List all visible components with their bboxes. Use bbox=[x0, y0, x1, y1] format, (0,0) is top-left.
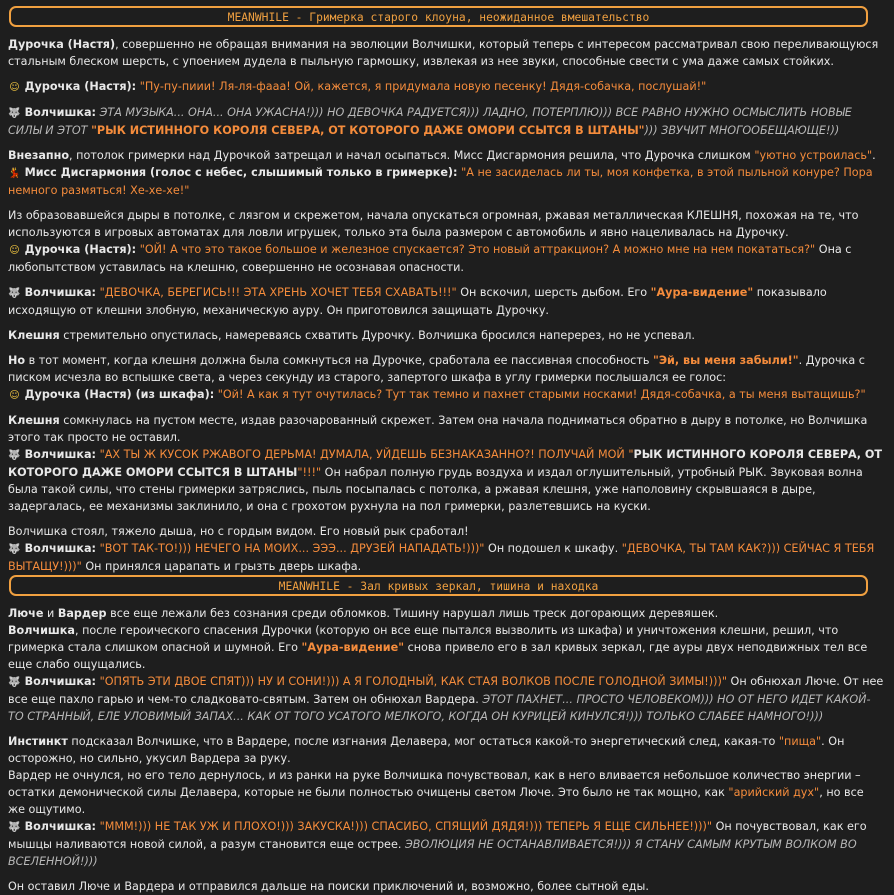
speaker-name: Волчишка: bbox=[24, 542, 96, 555]
narration-text: Он вскочил, шерсть дыбом. Его bbox=[456, 286, 651, 299]
character-name: Дурочка (Настя) bbox=[8, 38, 116, 51]
wolf-icon: 🐺 bbox=[8, 677, 21, 688]
speaker-name: Волчишка: bbox=[24, 106, 96, 119]
narration-paragraph bbox=[8, 523, 884, 575]
narration-text: все еще лежали без сознания среди обломков. Тишину нарушал лишь треск догорающих деревяшек. bbox=[106, 607, 719, 620]
scene-banner-dressing-room: MEANWHILE - Гримерка старого клоуна, неожиданное вмешательство bbox=[9, 6, 868, 27]
dialogue-line bbox=[8, 540, 884, 575]
narration-paragraph bbox=[8, 207, 884, 276]
narration-text: в тот момент, когда клешня должна была сомкнуться на Дурочке, сработала ее пассивная способность bbox=[25, 354, 653, 367]
narration-paragraph bbox=[8, 878, 884, 895]
narration-lead: Инстинкт bbox=[8, 735, 68, 748]
dialogue-line bbox=[8, 284, 884, 319]
character-name: Вардер bbox=[57, 607, 107, 620]
speaker-name: Мисс Дисгармония (голос с небес, слышимый только в гримерке): bbox=[24, 166, 458, 179]
inner-thought: ЭТОТ ПАХНЕТ... ПРОСТО ЧЕЛОВЕКОМ))) НО ОТ НЕГО ИДЕТ КАКОЙ-ТО СТРАННЫЙ, ЕЛЕ УЛОВИМЫЙ ЗАПАХ... КАК ОТ ТОГО УСАТОГО МЕЛКОГО, КОГДА ОН КУРИЦЕЙ КИНУЛСЯ!))) ТОЛЬКО СЛАБЕЕ НАМНОГО!))) bbox=[8, 693, 871, 723]
dialogue-quote: "ОПЯТЬ ЭТИ ДВОЕ СПЯТ))) НУ И СОНИ!))) А Я ГОЛОДНЫЙ, КАК СТАЯ ВОЛКОВ ПОСЛЕ ГОЛОДНОЙ ЗИМЫ!)))" bbox=[99, 675, 727, 688]
narration-text: подсказал Волчишке, что в Вардере, после изгнания Делавера, мог остаться какой-то энергетический след, какая-то bbox=[67, 735, 779, 748]
wolf-icon: 🐺 bbox=[8, 108, 21, 119]
smiley-face-icon: ☺ bbox=[9, 82, 20, 93]
narration-text: . bbox=[872, 149, 876, 162]
dialogue-quote: "ВОТ ТАК-ТО!))) НЕЧЕГО НА МОИХ... ЭЭЭ... ДРУЗЕЙ НАПАДАТЬ!)))" bbox=[99, 542, 485, 555]
dialogue-quote: "ДЕВОЧКА, ТЫ ТАМ КАК?))) СЕЙЧАС Я ТЕБЯ ВЫТАЩУ!)))" bbox=[8, 542, 875, 573]
narration-line bbox=[8, 622, 884, 673]
narration-paragraph bbox=[8, 733, 884, 870]
narration-text: показывало исходящую от клешни злобную, механическую ауру. Он приготовился защищать Дурочку. bbox=[8, 286, 827, 317]
wolf-icon: 🐺 bbox=[8, 822, 21, 833]
speaker-name: Дурочка (Настя): bbox=[24, 80, 137, 93]
wolf-icon: 🐺 bbox=[8, 544, 21, 555]
inner-thought: ))) ЗВУЧИТ МНОГООБЕЩАЮЩЕ!)) bbox=[644, 124, 840, 137]
narration-text: стремительно опустилась, намереваясь схватить Дурочку. Волчишка бросился наперерез, но не успевал. bbox=[59, 329, 695, 342]
dialogue-line bbox=[8, 78, 884, 96]
wolf-icon: 🐺 bbox=[8, 288, 21, 299]
inner-thought: ЭВОЛЮЦИЯ НЕ ОСТАНАВЛИВАЕТСЯ!))) Я СТАНУ САМЫМ КРУТЫМ ВОЛКОМ ВО ВСЕЛЕННОЙ!))) bbox=[8, 838, 857, 868]
dialogue-quote: "Пу-пу-пиии! Ля-ля-фааа! Ой, кажется, я придумала новую песенку! Дядя-собачка, послушай!" bbox=[139, 80, 707, 93]
dialogue-quote: "уютно устроилась" bbox=[754, 149, 873, 162]
narration-text: сомкнулась на пустом месте, издав разочарованный скрежет. Затем она начала подниматься обратно в дыру в потолке, но Волчишка этого так просто не оставил. bbox=[8, 414, 868, 444]
narration-lead: Но bbox=[8, 354, 26, 367]
speaker-name: Дурочка (Настя) (из шкафа): bbox=[24, 388, 215, 401]
narration-text: , потолок гримерки над Дурочкой затрещал и начал осыпаться. Мисс Дисгармония решила, что Дурочка слишком bbox=[69, 149, 755, 162]
speaker-name: Волчишка: bbox=[24, 448, 96, 461]
dialogue-quote: "!!!" bbox=[297, 466, 322, 479]
dialogue-quote: "А не засиделась ли ты, моя конфетка, в этой пыльной конуре? Пора немного размяться! Хе-хе-хе!" bbox=[8, 166, 873, 197]
narration-text: Он оставил Люче и Вардера и отправился дальше на поиски приключений и, возможно, более сытной еды. bbox=[8, 880, 649, 893]
narration-lead: Клешня bbox=[8, 329, 60, 342]
dancer-icon: 💃 bbox=[8, 168, 21, 179]
narration-text: и bbox=[43, 607, 58, 620]
narration-text: , после героического спасения Дурочки (которую он все еще пытался вызволить из шкафа) и уничтожения клешни, решил, что гримерка стала слишком опасной и шумной. Его bbox=[8, 624, 839, 654]
ability-name: "Аура-видение" bbox=[650, 286, 754, 299]
narration-text: Он почувствовал, как его мышцы наливаются новой силой, а разум становится еще острее. bbox=[8, 820, 867, 851]
narration-text: , совершенно не обращая внимания на эволюции Волчишки, который теперь с интересом рассматривал свою переливающуюся стальным блеском шерсть, с упоением дудела в пыльную гармошку, извлекая из нее звуки, способные свести с ума даже самых стойких. bbox=[8, 38, 879, 68]
narration-text: Она с любопытством уставилась на клешню, совершенно не осознавая опасности. bbox=[8, 243, 852, 274]
dialogue-quote: "АХ ТЫ Ж КУСОК РЖАВОГО ДЕРЬМА! ДУМАЛА, УЙДЕШЬ БЕЗНАКАЗАННО?! ПОЛУЧАЙ МОЙ " bbox=[99, 448, 634, 461]
character-name: Волчишка bbox=[8, 624, 75, 637]
dialogue-quote: "Ой! А как я тут очутилась? Тут так темно и пахнет старыми носками! Дядя-собачка, а ты меня вытащишь?" bbox=[217, 388, 866, 401]
speaker-name: Волчишка: bbox=[24, 286, 96, 299]
scene-banner-mirror-hall: MEANWHILE - Зал кривых зеркал, тишина и находка bbox=[9, 575, 868, 596]
character-name: Люче bbox=[8, 607, 44, 620]
dialogue-line bbox=[8, 241, 884, 276]
dialogue-quote: "арийский дух" bbox=[728, 786, 820, 799]
inner-thought: ЭТА МУЗЫКА... ОНА... ОНА УЖАСНА!))) НО ДЕВОЧКА РАДУЕТСЯ))) ЛАДНО, ПОТЕРПЛЮ))) ВСЕ РАВНО НУЖНО ОСМЫСЛИТЬ НОВЫЕ СИЛЫ И ЭТОТ bbox=[8, 106, 852, 137]
dialogue-line bbox=[8, 164, 884, 199]
dialogue-line bbox=[8, 386, 884, 404]
narration-paragraph bbox=[8, 147, 884, 199]
dialogue-line bbox=[8, 446, 884, 515]
narration-text: Он обнюхал Люче. От нее все еще пахло гарью и чем-то сладковато-святым. Затем он обнюхал Вардера. bbox=[8, 675, 884, 706]
narration-paragraph bbox=[8, 36, 884, 70]
ability-name: "Эй, вы меня забыли!" bbox=[653, 354, 799, 367]
dialogue-quote: "пища" bbox=[778, 735, 822, 748]
dialogue-line bbox=[8, 104, 884, 139]
narration-text: Он принялся царапать и грызть дверь шкафа. bbox=[81, 560, 362, 573]
narration-text: Из образовавшейся дыры в потолке, с лязгом и скрежетом, начала опускаться огромная, ржавая металлическая КЛЕШНЯ, похожая на те, что используются в игровых автоматах для ловли игрушек, только эта была размером с автомобиль и явно нацеливалась на Дурочку. bbox=[8, 209, 859, 239]
narration-text: Он набрал полную грудь воздуха и издал оглушительный, утробный РЫК. Звуковая волна была такой силы, что стены гримерки затряслись, пыль посыпалась с потолка, а ржавая клешня, уже наполовину скрывшаяся в дыре, задергалась, ее механизмы заклинило, и она с грохотом рухнула на пол гримерки, разлетевшись на куски. bbox=[8, 466, 863, 513]
narration-text: Вардер не очнулся, но его тело дернулось, и из ранки на руке Волчишка почувствовал, как в него вливается небольшое количество энергии – остатки демонической силы Делавера, которые не были полностью очищены светом Люче. Это было не так мощно, как bbox=[8, 769, 861, 799]
narration-text: . Дурочка с писком исчезла во вспышке света, а через секунду из старого, запертого шкафа в углу гримерки послышался ее голос: bbox=[8, 354, 865, 384]
ability-name: РЫК ИСТИННОГО КОРОЛЯ СЕВЕРА, ОТ КОТОРОГО ДАЖЕ ОМОРИ ССЫТСЯ В ШТАНЫ bbox=[8, 448, 883, 479]
ability-name: "Аура-видение" bbox=[301, 641, 405, 654]
speaker-name: Волчишка: bbox=[24, 675, 96, 688]
dialogue-quote: "ОЙ! А что это такое большое и железное спускается? Это новый аттракцион? А можно мне на нем покататься?" bbox=[139, 243, 816, 256]
narration-lead: Клешня bbox=[8, 414, 60, 427]
narration-paragraph bbox=[8, 605, 884, 725]
narration-text: Волчишка стоял, тяжело дыша, но с гордым видом. Его новый рык сработал! bbox=[8, 525, 469, 538]
narration-text: . Он осторожно, но сильно, укусил Вардера за руку. bbox=[8, 735, 845, 765]
dialogue-quote: "МММ!))) НЕ ТАК УЖ И ПЛОХО!))) ЗАКУСКА!))) СПАСИБО, СПЯЩИЙ ДЯДЯ!))) ТЕПЕРЬ Я ЕЩЕ СИЛЬНЕЕ!)))" bbox=[99, 820, 713, 833]
dialogue-quote: "ДЕВОЧКА, БЕРЕГИСЬ!!! ЭТА ХРЕНЬ ХОЧЕТ ТЕБЯ СХАВАТЬ!!!" bbox=[99, 286, 457, 299]
narration-text: снова привело его в зал кривых зеркал, где ауры двух неподвижных тел все еще слабо ощущались. bbox=[8, 641, 868, 671]
narration-paragraph bbox=[8, 352, 884, 404]
narration-text: Он подошел к шкафу. bbox=[484, 542, 622, 555]
smiley-face-icon: ☺ bbox=[9, 390, 20, 401]
wolf-icon: 🐺 bbox=[8, 450, 21, 461]
speaker-name: Дурочка (Настя): bbox=[24, 243, 137, 256]
narration-line bbox=[8, 767, 884, 818]
narration-text: , но все же ощутимо. bbox=[8, 786, 864, 816]
narration-lead: Внезапно bbox=[8, 149, 70, 162]
dialogue-line bbox=[8, 818, 884, 870]
narration-paragraph bbox=[8, 327, 884, 344]
ability-name: "РЫК ИСТИННОГО КОРОЛЯ СЕВЕРА, ОТ КОТОРОГО ДАЖЕ ОМОРИ ССЫТСЯ В ШТАНЫ" bbox=[91, 124, 645, 137]
narration-paragraph bbox=[8, 412, 884, 515]
speaker-name: Волчишка: bbox=[24, 820, 96, 833]
smiley-face-icon: ☺ bbox=[9, 245, 20, 256]
dialogue-line bbox=[8, 673, 884, 725]
